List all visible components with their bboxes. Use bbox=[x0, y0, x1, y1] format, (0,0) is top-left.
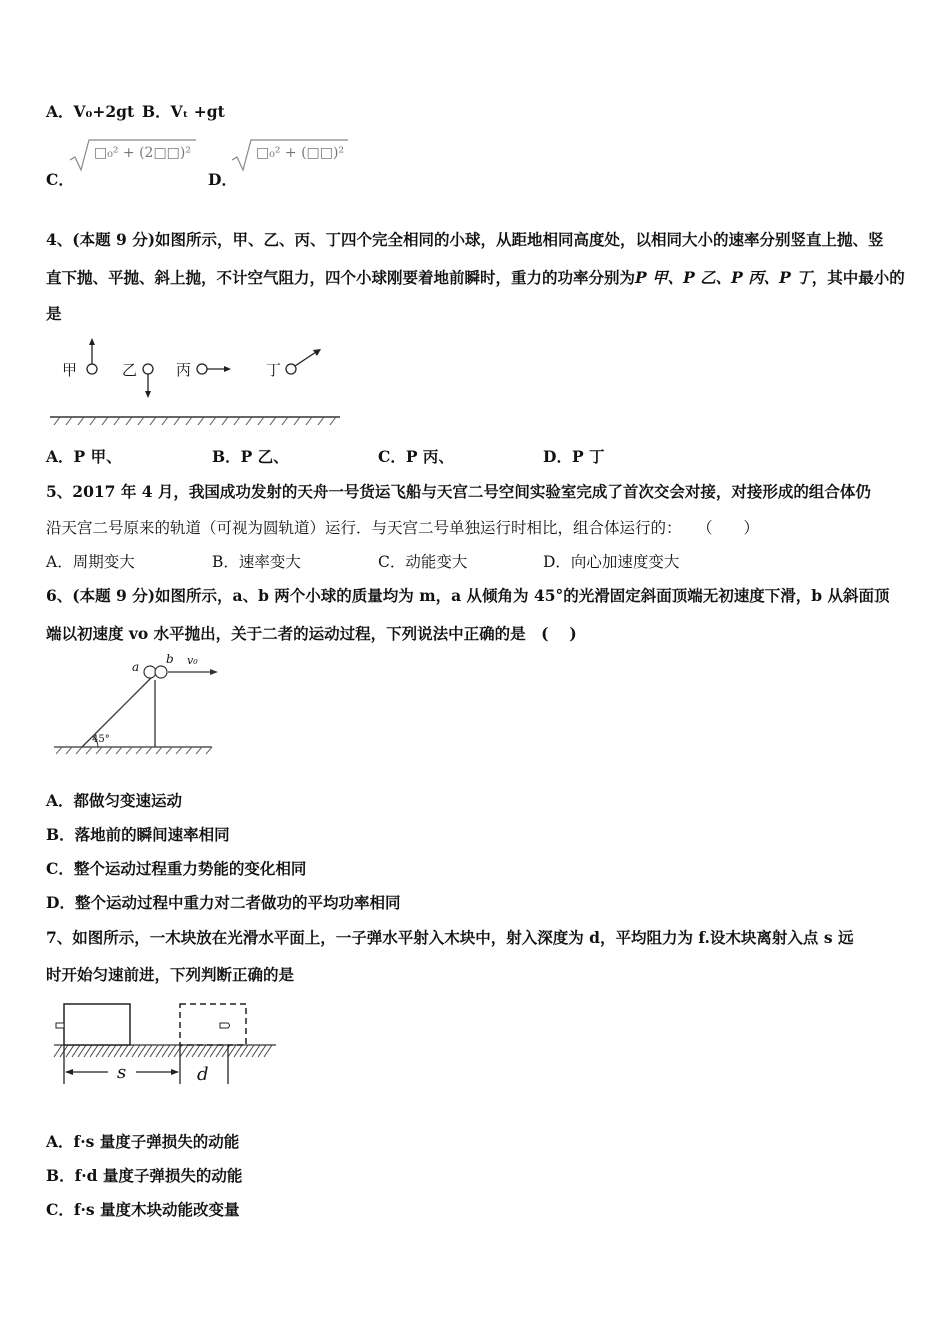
q4-option-c[interactable]: C．P 丙、 bbox=[378, 447, 454, 466]
q5-option-d[interactable]: D．向心加速度变大 bbox=[543, 553, 680, 571]
q3-option-a[interactable]: A．V₀+2gt bbox=[46, 102, 135, 121]
q4-fig-label-bing: 丙 bbox=[176, 361, 192, 379]
q6-fig-label-a: a bbox=[132, 660, 140, 674]
q5-option-a[interactable]: A．周期变大 bbox=[46, 553, 135, 571]
q6-stem-line-2: 端以初速度 vo 水平抛出，关于二者的运动过程，下列说法中正确的是 ( ) bbox=[46, 624, 577, 643]
q6-figure bbox=[52, 650, 222, 760]
q4-figure bbox=[46, 335, 346, 425]
q7-option-c[interactable]: C．f·s 量度木块动能改变量 bbox=[46, 1200, 240, 1219]
q7-option-b[interactable]: B．f·d 量度子弹损失的动能 bbox=[46, 1166, 243, 1185]
q4-fig-label-ding: 丁 bbox=[266, 361, 282, 379]
q7-fig-label-d: d bbox=[197, 1064, 209, 1085]
q3-option-c-label[interactable]: C． bbox=[46, 170, 74, 189]
q6-option-c[interactable]: C．整个运动过程重力势能的变化相同 bbox=[46, 859, 307, 878]
q3-option-c-radicand: □₀² + (2□□)² bbox=[94, 145, 191, 161]
q3-option-d-radicand: □₀² + (□□)² bbox=[256, 145, 345, 161]
q3-option-c-formula bbox=[68, 138, 198, 172]
q4-stem-line-1: 4、(本题 9 分)如图所示，甲、乙、丙、丁四个完全相同的小球，从距地相同高度处，以相同大小的速率分别竖直上抛、竖 bbox=[46, 230, 884, 249]
q6-fig-label-angle: 45° bbox=[92, 734, 110, 745]
q4-power-vars: P 甲、P 乙、P 丙、P 丁 bbox=[635, 268, 812, 287]
q5-stem-line-1: 5、2017 年 4 月，我国成功发射的天舟一号货运飞船与天宫二号空间实验室完成了首次交会对接，对接形成的组合体仍 bbox=[46, 482, 871, 501]
q7-option-a[interactable]: A．f·s 量度子弹损失的动能 bbox=[46, 1132, 240, 1151]
q7-figure bbox=[50, 998, 282, 1090]
q6-fig-label-b: b bbox=[166, 652, 174, 666]
q4-stem-line-2 bbox=[46, 268, 905, 288]
q3-option-d-formula bbox=[230, 138, 350, 172]
q4-option-b[interactable]: B．P 乙、 bbox=[212, 447, 289, 466]
q3-option-b[interactable]: B．Vₜ +gt bbox=[142, 102, 225, 121]
q6-fig-label-v0: v₀ bbox=[187, 654, 198, 667]
q5-option-c[interactable]: C．动能变大 bbox=[378, 553, 468, 571]
q6-option-b[interactable]: B．落地前的瞬间速率相同 bbox=[46, 825, 230, 844]
q4-fig-label-yi: 乙 bbox=[122, 361, 138, 379]
q5-option-b[interactable]: B．速率变大 bbox=[212, 553, 301, 571]
q7-stem-line-1: 7、如图所示，一木块放在光滑水平面上，一子弹水平射入木块中，射入深度为 d，平均阻力为 f.设木块离射入点 s 远 bbox=[46, 928, 854, 947]
q5-stem-line-2: 沿天宫二号原来的轨道（可视为圆轨道）运行．与天宫二号单独运行时相比，组合体运行的： （ ） bbox=[46, 519, 760, 537]
q7-figure-svg bbox=[50, 998, 282, 1090]
q7-stem-line-2: 时开始匀速前进，下列判断正确的是 bbox=[46, 965, 295, 984]
q4-option-d[interactable]: D．P 丁 bbox=[543, 447, 605, 466]
q4-fig-label-jia: 甲 bbox=[62, 361, 78, 379]
q4-stem-end: ，其中最小的 bbox=[811, 268, 905, 287]
q6-option-a[interactable]: A．都做匀变速运动 bbox=[46, 791, 183, 810]
q4-stem-text: 直下抛、平抛、斜上抛，不计空气阻力，四个小球刚要着地前瞬时，重力的功率分别为 bbox=[46, 268, 636, 287]
q4-stem-line-3: 是 bbox=[46, 304, 62, 323]
q6-option-d[interactable]: D．整个运动过程中重力对二者做功的平均功率相同 bbox=[46, 893, 401, 912]
q6-stem-line-1: 6、(本题 9 分)如图所示，a、b 两个小球的质量均为 m，a 从倾角为 45°的光滑固定斜面顶端无初速度下滑，b 从斜面顶 bbox=[46, 586, 890, 605]
q4-option-a[interactable]: A．P 甲、 bbox=[46, 447, 122, 466]
q4-figure-svg bbox=[46, 335, 346, 425]
q3-option-d-label[interactable]: D． bbox=[208, 170, 237, 189]
q7-fig-label-s: s bbox=[117, 1062, 127, 1083]
